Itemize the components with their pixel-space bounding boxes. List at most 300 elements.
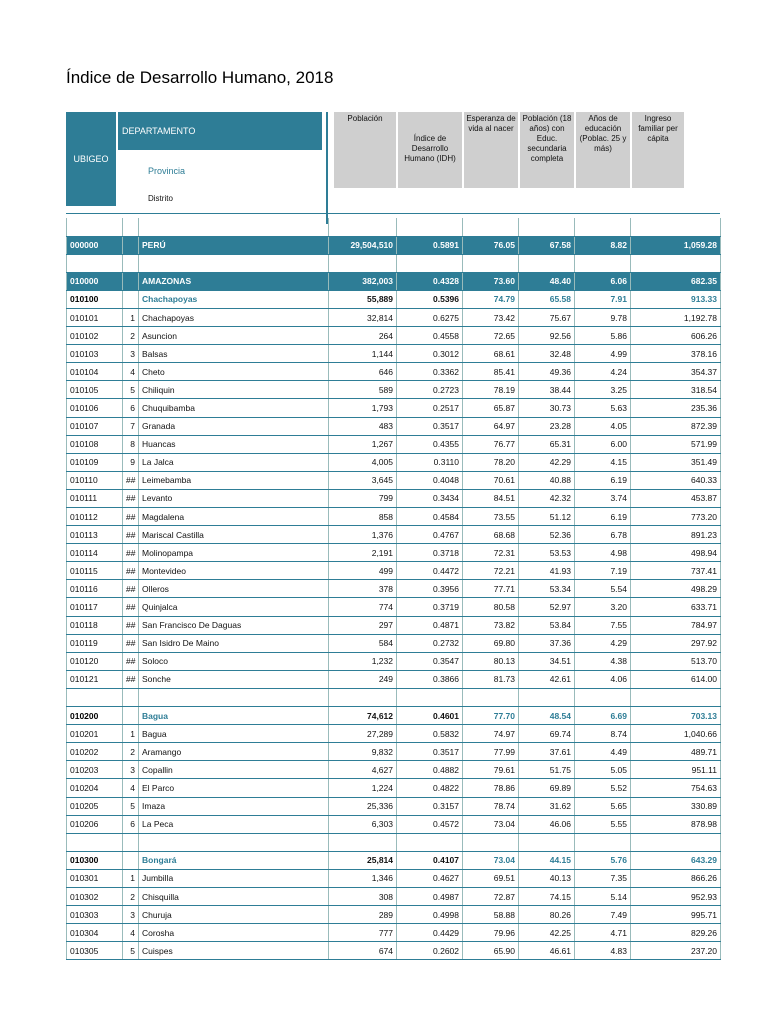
cell-esp: 70.61 (463, 471, 519, 489)
empty-cell (575, 833, 631, 851)
cell-idh: 0.5832 (397, 725, 463, 743)
cell-idh: 0.5891 (397, 236, 463, 254)
cell-pob: 27,289 (329, 725, 397, 743)
cell-name: Soloco (139, 652, 329, 670)
cell-name: Levanto (139, 489, 329, 507)
cell-pob: 4,005 (329, 453, 397, 471)
cell-pob: 3,645 (329, 471, 397, 489)
cell-sec: 41.93 (519, 562, 575, 580)
cell-ing: 952.93 (631, 887, 721, 905)
cell-idx: ## (123, 616, 139, 634)
cell-idx: ## (123, 508, 139, 526)
cell-name: San Isidro De Maino (139, 634, 329, 652)
cell-esp: 85.41 (463, 363, 519, 381)
cell-idh: 0.4871 (397, 616, 463, 634)
cell-edu: 4.06 (575, 670, 631, 688)
table-row (67, 399, 721, 417)
cell-idx: 2 (123, 743, 139, 761)
cell-edu: 5.65 (575, 797, 631, 815)
cell-sec: 51.75 (519, 761, 575, 779)
spacer-row (67, 254, 721, 272)
cell-code: 010102 (67, 327, 123, 345)
cell-pob: 483 (329, 417, 397, 435)
cell-esp: 69.80 (463, 634, 519, 652)
cell-idx: 2 (123, 327, 139, 345)
cell-idh: 0.2732 (397, 634, 463, 652)
cell-ing: 995.71 (631, 906, 721, 924)
cell-pob: 25,336 (329, 797, 397, 815)
cell-idh: 0.4601 (397, 707, 463, 725)
ingreso-header (632, 112, 684, 188)
cell-idx: ## (123, 526, 139, 544)
cell-idh: 0.4107 (397, 851, 463, 869)
cell-esp: 80.13 (463, 652, 519, 670)
cell-code: 010118 (67, 616, 123, 634)
cell-pob: 32,814 (329, 308, 397, 326)
empty-cell (329, 254, 397, 272)
cell-edu: 5.05 (575, 761, 631, 779)
cell-idh: 0.4822 (397, 779, 463, 797)
table-row (67, 616, 721, 634)
cell-pob: 249 (329, 670, 397, 688)
cell-code: 010202 (67, 743, 123, 761)
empty-cell (463, 254, 519, 272)
table-row (67, 634, 721, 652)
cell-idh: 0.4472 (397, 562, 463, 580)
cell-idh: 0.4558 (397, 327, 463, 345)
cell-ing: 498.29 (631, 580, 721, 598)
cell-code: 010301 (67, 869, 123, 887)
table-row (67, 327, 721, 345)
distrito-header-label: Distrito (148, 194, 173, 203)
cell-esp: 78.20 (463, 453, 519, 471)
cell-code: 000000 (67, 236, 123, 254)
cell-esp: 68.61 (463, 345, 519, 363)
cell-name: Cheto (139, 363, 329, 381)
empty-cell (631, 833, 721, 851)
poblacion-header-label: Población (347, 114, 383, 123)
cell-sec: 37.61 (519, 743, 575, 761)
table-row (67, 453, 721, 471)
table-row (67, 562, 721, 580)
spacer-row (67, 833, 721, 851)
cell-name: Chachapoyas (139, 290, 329, 308)
cell-idh: 0.6275 (397, 308, 463, 326)
empty-cell (397, 254, 463, 272)
cell-name: Granada (139, 417, 329, 435)
cell-name: San Francisco De Daguas (139, 616, 329, 634)
cell-name: Corosha (139, 924, 329, 942)
cell-name: El Parco (139, 779, 329, 797)
cell-esp: 76.05 (463, 236, 519, 254)
cell-edu: 5.14 (575, 887, 631, 905)
cell-idh: 0.3434 (397, 489, 463, 507)
cell-ing: 606.26 (631, 327, 721, 345)
cell-esp: 73.60 (463, 272, 519, 290)
cell-edu: 5.54 (575, 580, 631, 598)
cell-code: 010200 (67, 707, 123, 725)
cell-esp: 72.21 (463, 562, 519, 580)
table-row (67, 508, 721, 526)
cell-idx: 1 (123, 725, 139, 743)
cell-pob: 1,267 (329, 435, 397, 453)
table-row (67, 345, 721, 363)
spacer-row (67, 688, 721, 706)
cell-pob: 499 (329, 562, 397, 580)
empty-cell (397, 218, 463, 236)
educacion-header (576, 112, 630, 188)
cell-ing: 866.26 (631, 869, 721, 887)
cell-code: 010119 (67, 634, 123, 652)
cell-esp: 76.77 (463, 435, 519, 453)
empty-cell (519, 688, 575, 706)
cell-ing: 643.29 (631, 851, 721, 869)
cell-ing: 913.33 (631, 290, 721, 308)
cell-code: 010000 (67, 272, 123, 290)
cell-idh: 0.3157 (397, 797, 463, 815)
empty-cell (139, 833, 329, 851)
idh-header (398, 112, 462, 188)
cell-code: 010203 (67, 761, 123, 779)
cell-code: 010201 (67, 725, 123, 743)
cell-ing: 682.35 (631, 272, 721, 290)
cell-idh: 0.4572 (397, 815, 463, 833)
cell-esp: 77.70 (463, 707, 519, 725)
cell-pob: 646 (329, 363, 397, 381)
table-row (67, 471, 721, 489)
cell-pob: 774 (329, 598, 397, 616)
cell-pob: 297 (329, 616, 397, 634)
table-row (67, 580, 721, 598)
cell-code: 010304 (67, 924, 123, 942)
cell-code: 010100 (67, 290, 123, 308)
cell-idh: 0.4882 (397, 761, 463, 779)
empty-cell (329, 833, 397, 851)
cell-ing: 453.87 (631, 489, 721, 507)
cell-idx: 5 (123, 942, 139, 960)
cell-ing: 754.63 (631, 779, 721, 797)
empty-cell (329, 688, 397, 706)
cell-esp: 72.65 (463, 327, 519, 345)
cell-ing: 1,040.66 (631, 725, 721, 743)
cell-pob: 29,504,510 (329, 236, 397, 254)
cell-code: 010111 (67, 489, 123, 507)
cell-idh: 0.3718 (397, 544, 463, 562)
cell-name: AMAZONAS (139, 272, 329, 290)
cell-sec: 69.74 (519, 725, 575, 743)
cell-ing: 498.94 (631, 544, 721, 562)
cell-name: Churuja (139, 906, 329, 924)
cell-sec: 65.58 (519, 290, 575, 308)
page-title: Índice de Desarrollo Humano, 2018 (66, 68, 334, 87)
header-rule (66, 213, 720, 214)
cell-edu: 7.19 (575, 562, 631, 580)
table-row (67, 544, 721, 562)
empty-cell (463, 833, 519, 851)
cell-pob: 289 (329, 906, 397, 924)
table-row (67, 363, 721, 381)
empty-cell (631, 218, 721, 236)
empty-cell (519, 833, 575, 851)
cell-sec: 34.51 (519, 652, 575, 670)
cell-esp: 69.51 (463, 869, 519, 887)
table-row (67, 435, 721, 453)
cell-code: 010109 (67, 453, 123, 471)
cell-sec: 49.36 (519, 363, 575, 381)
cell-name: Bagua (139, 725, 329, 743)
cell-idx: 7 (123, 417, 139, 435)
cell-ing: 235.36 (631, 399, 721, 417)
cell-ing: 951.11 (631, 761, 721, 779)
cell-idx (123, 707, 139, 725)
cell-idx: 3 (123, 761, 139, 779)
cell-idx: ## (123, 471, 139, 489)
cell-esp: 84.51 (463, 489, 519, 507)
cell-idh: 0.3956 (397, 580, 463, 598)
table-body (67, 218, 721, 960)
cell-code: 010305 (67, 942, 123, 960)
cell-idh: 0.4767 (397, 526, 463, 544)
table-row (67, 869, 721, 887)
cell-idx (123, 851, 139, 869)
cell-pob: 382,003 (329, 272, 397, 290)
table-row (67, 417, 721, 435)
cell-name: Montevideo (139, 562, 329, 580)
cell-ing: 354.37 (631, 363, 721, 381)
cell-idh: 0.3866 (397, 670, 463, 688)
cell-idh: 0.3110 (397, 453, 463, 471)
cell-name: Huancas (139, 435, 329, 453)
cell-esp: 65.87 (463, 399, 519, 417)
table-row (67, 851, 721, 869)
empty-cell (631, 254, 721, 272)
cell-edu: 8.74 (575, 725, 631, 743)
table-row (67, 887, 721, 905)
cell-idh: 0.2723 (397, 381, 463, 399)
cell-ing: 297.92 (631, 634, 721, 652)
cell-code: 010303 (67, 906, 123, 924)
cell-esp: 58.88 (463, 906, 519, 924)
cell-edu: 7.91 (575, 290, 631, 308)
cell-idx: ## (123, 670, 139, 688)
cell-idh: 0.4328 (397, 272, 463, 290)
cell-idx (123, 290, 139, 308)
cell-sec: 53.84 (519, 616, 575, 634)
cell-pob: 858 (329, 508, 397, 526)
cell-edu: 6.06 (575, 272, 631, 290)
cell-code: 010204 (67, 779, 123, 797)
cell-ing: 703.13 (631, 707, 721, 725)
cell-idx: 4 (123, 779, 139, 797)
empty-cell (575, 218, 631, 236)
cell-edu: 6.00 (575, 435, 631, 453)
cell-edu: 6.19 (575, 508, 631, 526)
cell-sec: 80.26 (519, 906, 575, 924)
cell-sec: 31.62 (519, 797, 575, 815)
cell-code: 010121 (67, 670, 123, 688)
cell-edu: 4.99 (575, 345, 631, 363)
empty-cell (463, 688, 519, 706)
cell-idh: 0.3517 (397, 417, 463, 435)
empty-cell (139, 254, 329, 272)
cell-name: Bagua (139, 707, 329, 725)
empty-cell (123, 688, 139, 706)
cell-pob: 9,832 (329, 743, 397, 761)
cell-sec: 46.06 (519, 815, 575, 833)
table-row (67, 652, 721, 670)
cell-idx: 5 (123, 797, 139, 815)
esperanza-header (464, 112, 518, 188)
cell-pob: 584 (329, 634, 397, 652)
cell-esp: 72.31 (463, 544, 519, 562)
cell-esp: 65.90 (463, 942, 519, 960)
cell-idx (123, 236, 139, 254)
cell-edu: 3.25 (575, 381, 631, 399)
cell-ing: 614.00 (631, 670, 721, 688)
table-row (67, 761, 721, 779)
empty-cell (123, 833, 139, 851)
empty-cell (575, 688, 631, 706)
cell-sec: 37.36 (519, 634, 575, 652)
cell-sec: 48.54 (519, 707, 575, 725)
cell-esp: 79.61 (463, 761, 519, 779)
cell-code: 010107 (67, 417, 123, 435)
empty-cell (519, 254, 575, 272)
empty-cell (67, 218, 123, 236)
cell-ing: 640.33 (631, 471, 721, 489)
cell-esp: 78.74 (463, 797, 519, 815)
cell-sec: 32.48 (519, 345, 575, 363)
cell-ing: 1,059.28 (631, 236, 721, 254)
cell-name: Olleros (139, 580, 329, 598)
cell-edu: 6.69 (575, 707, 631, 725)
cell-code: 010105 (67, 381, 123, 399)
cell-code: 010110 (67, 471, 123, 489)
cell-esp: 80.58 (463, 598, 519, 616)
poblacion-header (334, 112, 396, 188)
cell-sec: 42.61 (519, 670, 575, 688)
cell-name: Bongará (139, 851, 329, 869)
cell-edu: 6.19 (575, 471, 631, 489)
cell-pob: 4,627 (329, 761, 397, 779)
cell-ing: 829.26 (631, 924, 721, 942)
cell-code: 010206 (67, 815, 123, 833)
cell-pob: 74,612 (329, 707, 397, 725)
cell-sec: 42.25 (519, 924, 575, 942)
cell-idx: 6 (123, 815, 139, 833)
cell-esp: 74.97 (463, 725, 519, 743)
empty-cell (329, 218, 397, 236)
cell-sec: 53.53 (519, 544, 575, 562)
empty-cell (139, 688, 329, 706)
cell-edu: 5.52 (575, 779, 631, 797)
cell-code: 010104 (67, 363, 123, 381)
table-row (67, 526, 721, 544)
cell-esp: 72.87 (463, 887, 519, 905)
empty-cell (123, 218, 139, 236)
cell-pob: 378 (329, 580, 397, 598)
cell-esp: 64.97 (463, 417, 519, 435)
cell-ing: 784.97 (631, 616, 721, 634)
table-row (67, 707, 721, 725)
table-row (67, 906, 721, 924)
table-row (67, 236, 721, 254)
empty-cell (123, 254, 139, 272)
cell-idh: 0.4998 (397, 906, 463, 924)
cell-pob: 799 (329, 489, 397, 507)
cell-code: 010108 (67, 435, 123, 453)
idh-table (66, 218, 721, 960)
esperanza-header-label: Esperanza de vida al nacer (466, 114, 516, 133)
cell-sec: 92.56 (519, 327, 575, 345)
cell-ing: 378.16 (631, 345, 721, 363)
cell-esp: 77.99 (463, 743, 519, 761)
column-divider (326, 112, 328, 224)
cell-idh: 0.3719 (397, 598, 463, 616)
cell-idx: 3 (123, 906, 139, 924)
cell-esp: 78.86 (463, 779, 519, 797)
empty-cell (67, 254, 123, 272)
cell-name: Magdalena (139, 508, 329, 526)
cell-pob: 1,793 (329, 399, 397, 417)
cell-code: 010101 (67, 308, 123, 326)
cell-sec: 30.73 (519, 399, 575, 417)
cell-idx: 1 (123, 869, 139, 887)
cell-pob: 1,232 (329, 652, 397, 670)
cell-sec: 23.28 (519, 417, 575, 435)
cell-sec: 42.29 (519, 453, 575, 471)
cell-idh: 0.4355 (397, 435, 463, 453)
cell-name: Chachapoyas (139, 308, 329, 326)
cell-pob: 674 (329, 942, 397, 960)
cell-code: 010117 (67, 598, 123, 616)
cell-edu: 4.49 (575, 743, 631, 761)
cell-code: 010115 (67, 562, 123, 580)
cell-idh: 0.2602 (397, 942, 463, 960)
empty-cell (631, 688, 721, 706)
cell-edu: 4.05 (575, 417, 631, 435)
cell-edu: 3.20 (575, 598, 631, 616)
cell-name: Sonche (139, 670, 329, 688)
empty-cell (397, 833, 463, 851)
cell-idx: ## (123, 598, 139, 616)
empty-cell (463, 218, 519, 236)
table-row (67, 670, 721, 688)
cell-esp: 79.96 (463, 924, 519, 942)
cell-idx: 4 (123, 363, 139, 381)
cell-esp: 74.79 (463, 290, 519, 308)
cell-code: 010114 (67, 544, 123, 562)
cell-esp: 73.04 (463, 851, 519, 869)
cell-sec: 53.34 (519, 580, 575, 598)
cell-pob: 6,303 (329, 815, 397, 833)
cell-pob: 1,346 (329, 869, 397, 887)
cell-edu: 5.55 (575, 815, 631, 833)
departamento-header-label: DEPARTAMENTO (122, 126, 196, 136)
cell-ing: 571.99 (631, 435, 721, 453)
cell-idx: ## (123, 544, 139, 562)
cell-code: 010300 (67, 851, 123, 869)
ubigeo-header (66, 112, 116, 206)
cell-idx: 9 (123, 453, 139, 471)
cell-ing: 737.41 (631, 562, 721, 580)
cell-idx: ## (123, 652, 139, 670)
provincia-header-label: Provincia (148, 166, 186, 176)
cell-code: 010120 (67, 652, 123, 670)
cell-pob: 1,376 (329, 526, 397, 544)
cell-name: La Jalca (139, 453, 329, 471)
cell-pob: 25,814 (329, 851, 397, 869)
